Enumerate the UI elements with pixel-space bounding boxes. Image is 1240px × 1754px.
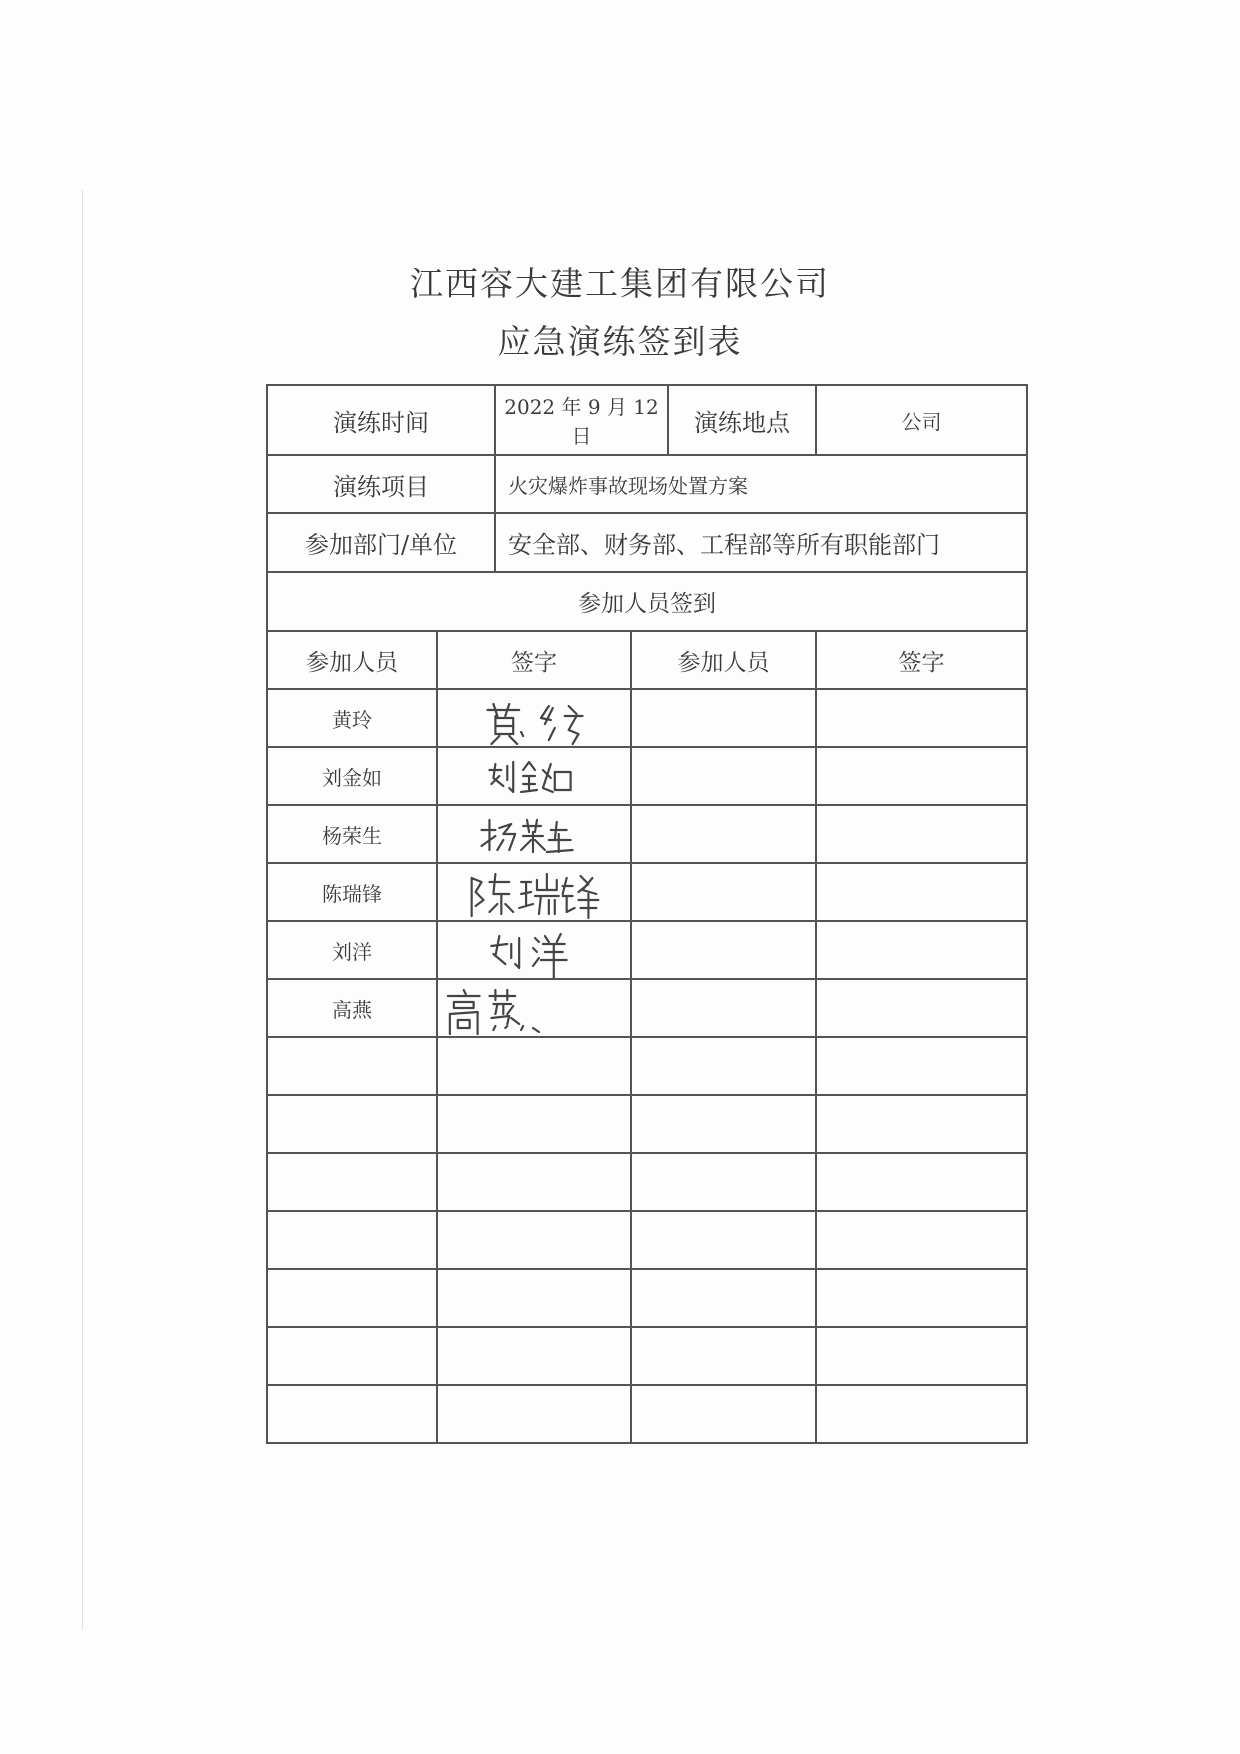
drill-project-label: 演练项目 <box>267 455 495 513</box>
handwritten-signature <box>438 864 630 920</box>
handwritten-signature <box>438 980 630 1036</box>
col-header-sign-1: 签字 <box>437 631 631 689</box>
column-header-row <box>267 631 1027 689</box>
col-header-person-2: 参加人员 <box>631 631 816 689</box>
attendee-name: 高燕 <box>267 979 437 1037</box>
attendee-name: 刘洋 <box>267 921 437 979</box>
department-label: 参加部门/单位 <box>267 513 495 572</box>
attendee-name: 黄玲 <box>267 689 437 747</box>
table-row <box>267 979 1027 1037</box>
col-header-person-1: 参加人员 <box>267 631 437 689</box>
handwritten-signature <box>438 922 630 978</box>
drill-place-value: 公司 <box>816 385 1027 455</box>
table-row <box>267 1153 1027 1211</box>
department-value: 安全部、财务部、工程部等所有职能部门 <box>495 513 1027 572</box>
signin-section-header: 参加人员签到 <box>267 572 1027 631</box>
table-row <box>267 1327 1027 1385</box>
table-row <box>267 1037 1027 1095</box>
table-row <box>267 1211 1027 1269</box>
attendee-name: 杨荣生 <box>267 805 437 863</box>
signature-cell <box>437 747 631 805</box>
scan-edge-line <box>82 190 83 1630</box>
attendee-name: 陈瑞锋 <box>267 863 437 921</box>
table-row <box>267 863 1027 921</box>
handwritten-signature <box>438 806 630 862</box>
table-row <box>267 805 1027 863</box>
form-title: 应急演练签到表 <box>497 322 743 361</box>
table-row <box>267 747 1027 805</box>
drill-project-row <box>267 455 1027 513</box>
table-row <box>267 921 1027 979</box>
signature-cell <box>437 979 631 1037</box>
table-row <box>267 1269 1027 1327</box>
table-row <box>267 689 1027 747</box>
signature-cell <box>437 689 631 747</box>
drill-time-label: 演练时间 <box>267 385 495 455</box>
drill-place-label: 演练地点 <box>668 385 816 455</box>
handwritten-signature <box>438 690 630 746</box>
signin-header-row <box>267 572 1027 631</box>
department-row <box>267 513 1027 572</box>
drill-project-value: 火灾爆炸事故现场处置方案 <box>495 455 1027 513</box>
signature-cell <box>437 805 631 863</box>
col-header-sign-2: 签字 <box>816 631 1027 689</box>
handwritten-signature <box>438 748 630 804</box>
table-row <box>267 1385 1027 1443</box>
signature-cell <box>437 921 631 979</box>
attendee-name: 刘金如 <box>267 747 437 805</box>
signature-cell <box>437 863 631 921</box>
table-row <box>267 1095 1027 1153</box>
company-title: 江西容大建工集团有限公司 <box>410 264 830 303</box>
signin-form-table <box>266 384 1028 1444</box>
drill-time-value: 2022 年 9 月 12 日 <box>495 385 668 455</box>
drill-time-row <box>267 385 1027 455</box>
